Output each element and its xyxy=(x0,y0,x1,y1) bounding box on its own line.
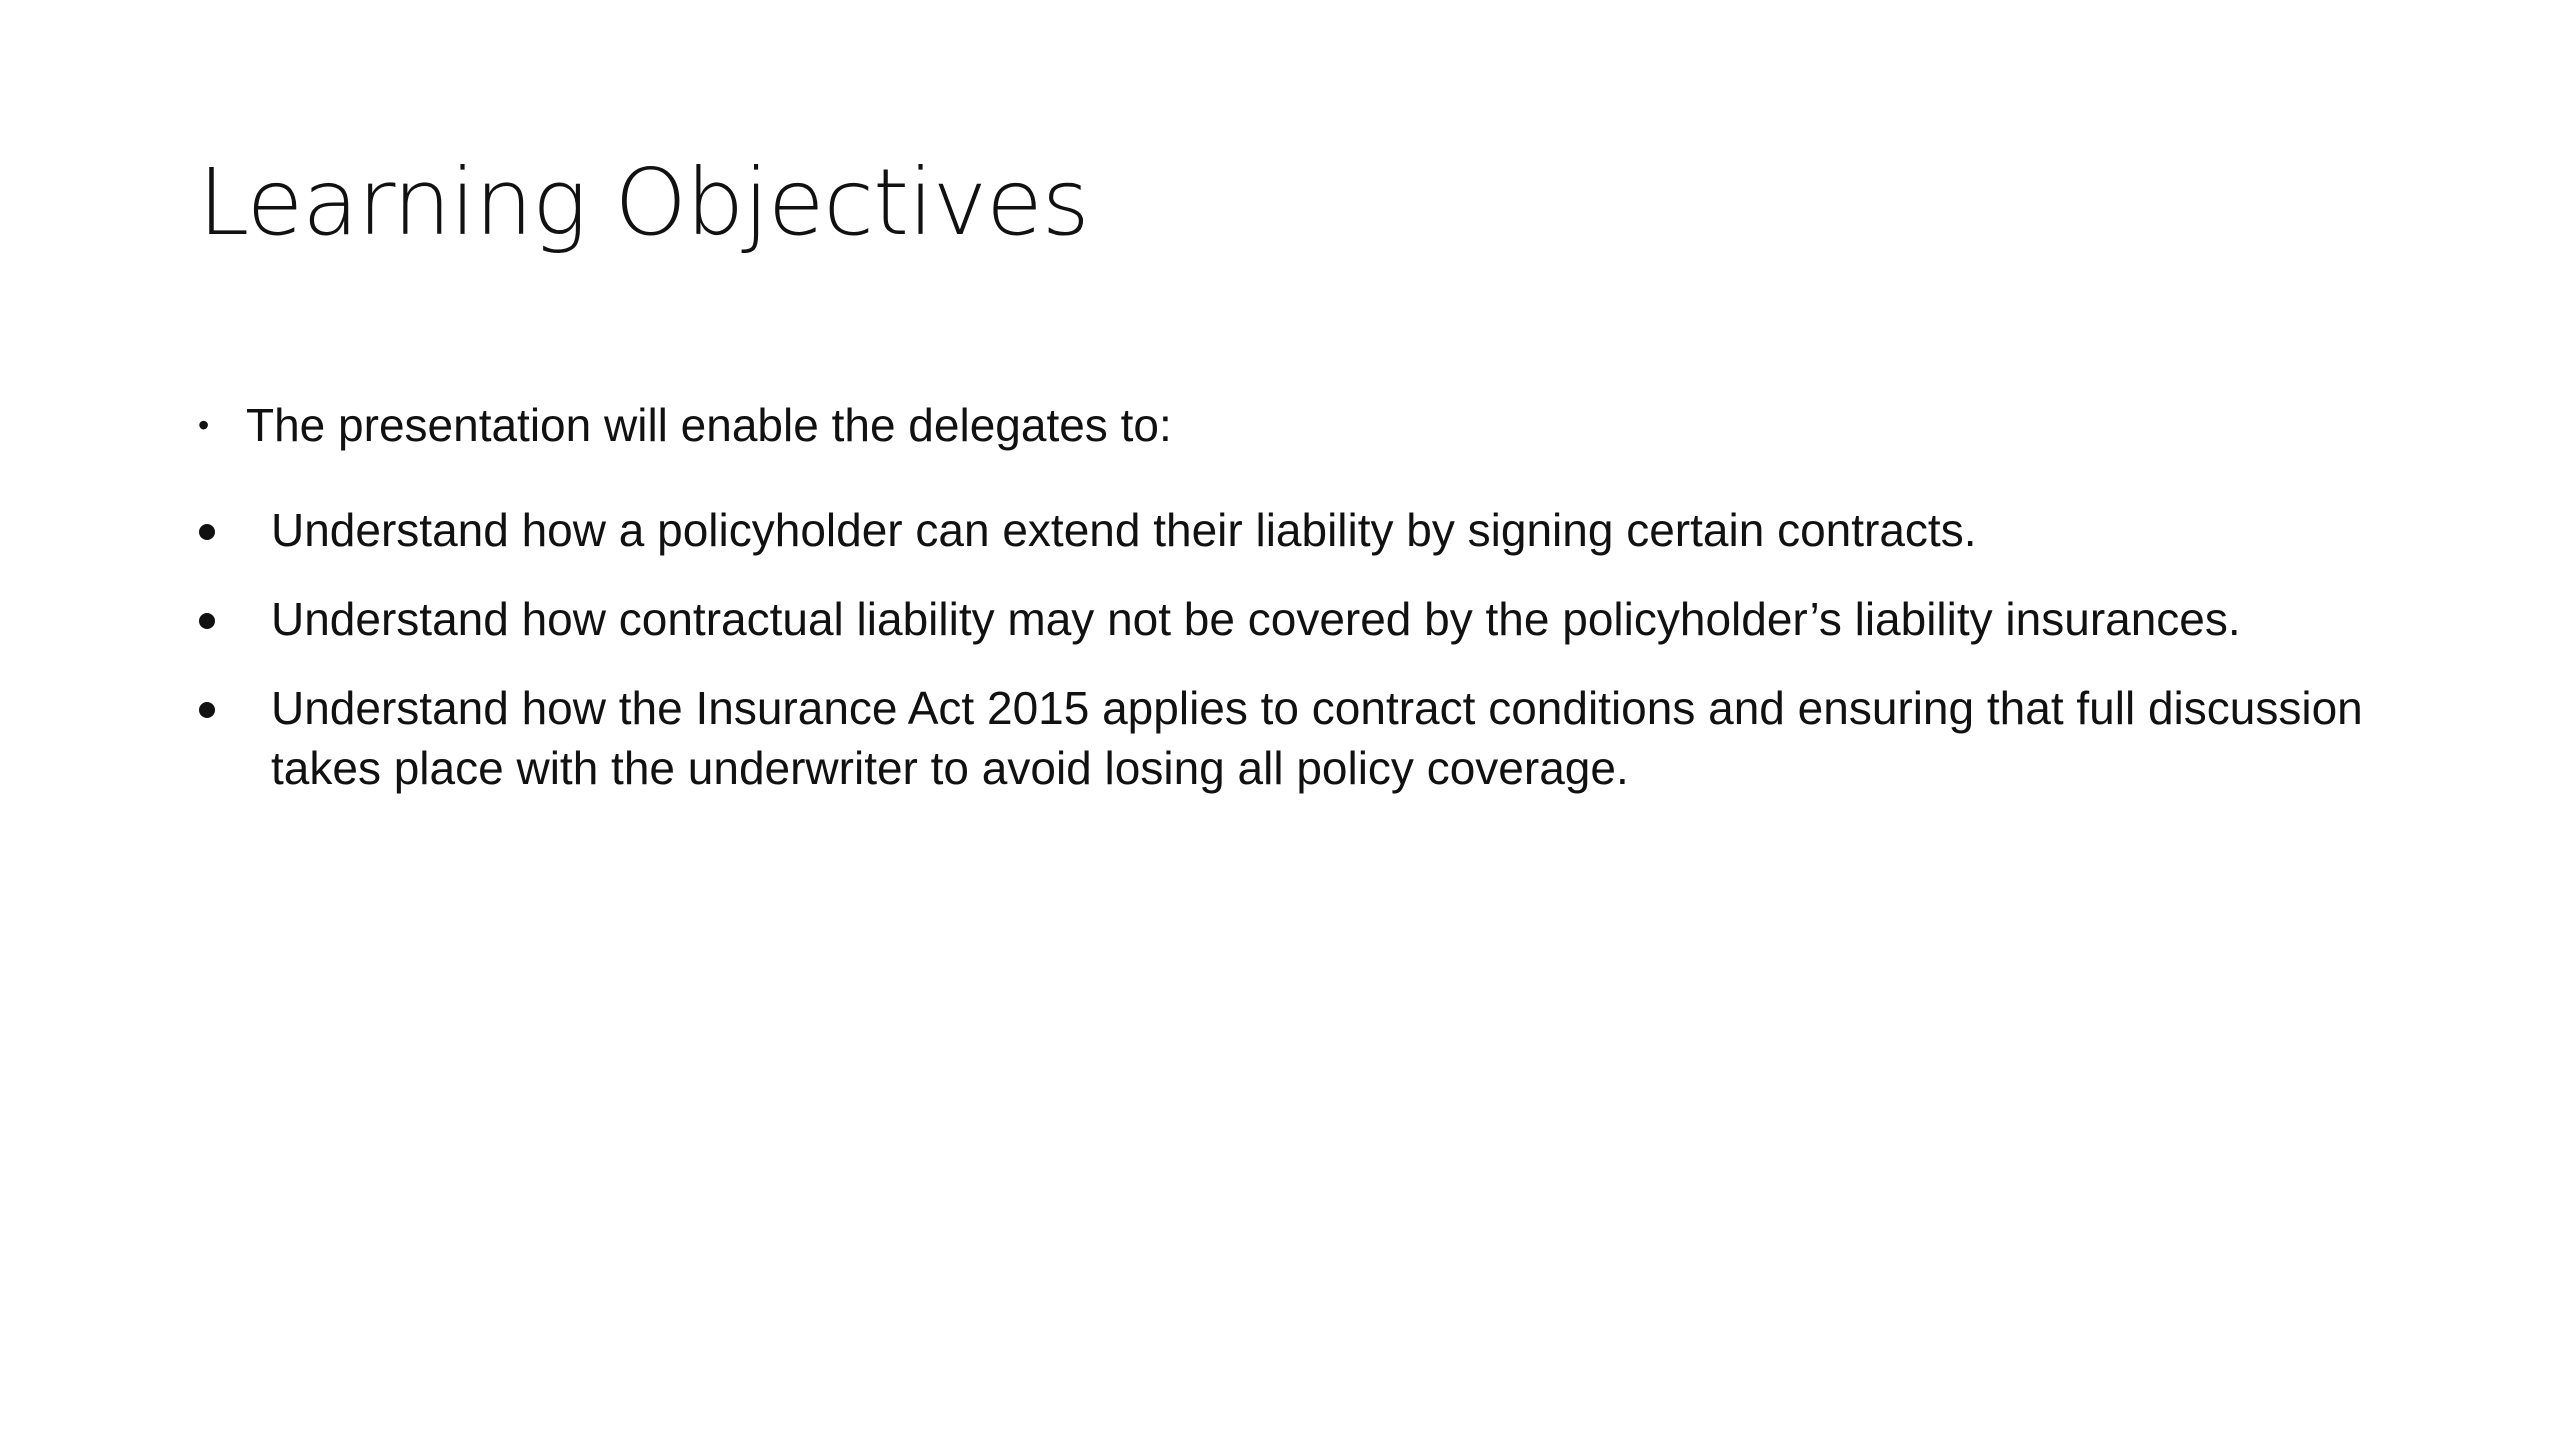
slide-title: Learning Objectives xyxy=(198,149,1089,256)
objective-item xyxy=(198,678,2448,798)
bullet-dot-icon xyxy=(199,613,215,629)
bullet-icon: • xyxy=(198,407,210,443)
bullet-dot-icon xyxy=(199,524,215,540)
slide-body xyxy=(198,395,2448,827)
objectives-list xyxy=(198,500,2448,798)
intro-text: The presentation will enable the delegates to: xyxy=(246,399,1172,451)
objective-text: Understand how a policyholder can extend their liability by signing certain contracts. xyxy=(271,504,1977,556)
bullet-dot-icon xyxy=(199,702,215,718)
objective-item xyxy=(198,500,2448,560)
intro-line xyxy=(198,395,2448,455)
objective-item xyxy=(198,589,2448,649)
objective-text: Understand how contractual liability may not be covered by the policyholder’s liability insurances. xyxy=(271,593,2241,645)
objective-text: Understand how the Insurance Act 2015 applies to contract conditions and ensuring that full discussion takes place with the underwriter to avoid losing all policy coverage. xyxy=(271,682,2363,794)
